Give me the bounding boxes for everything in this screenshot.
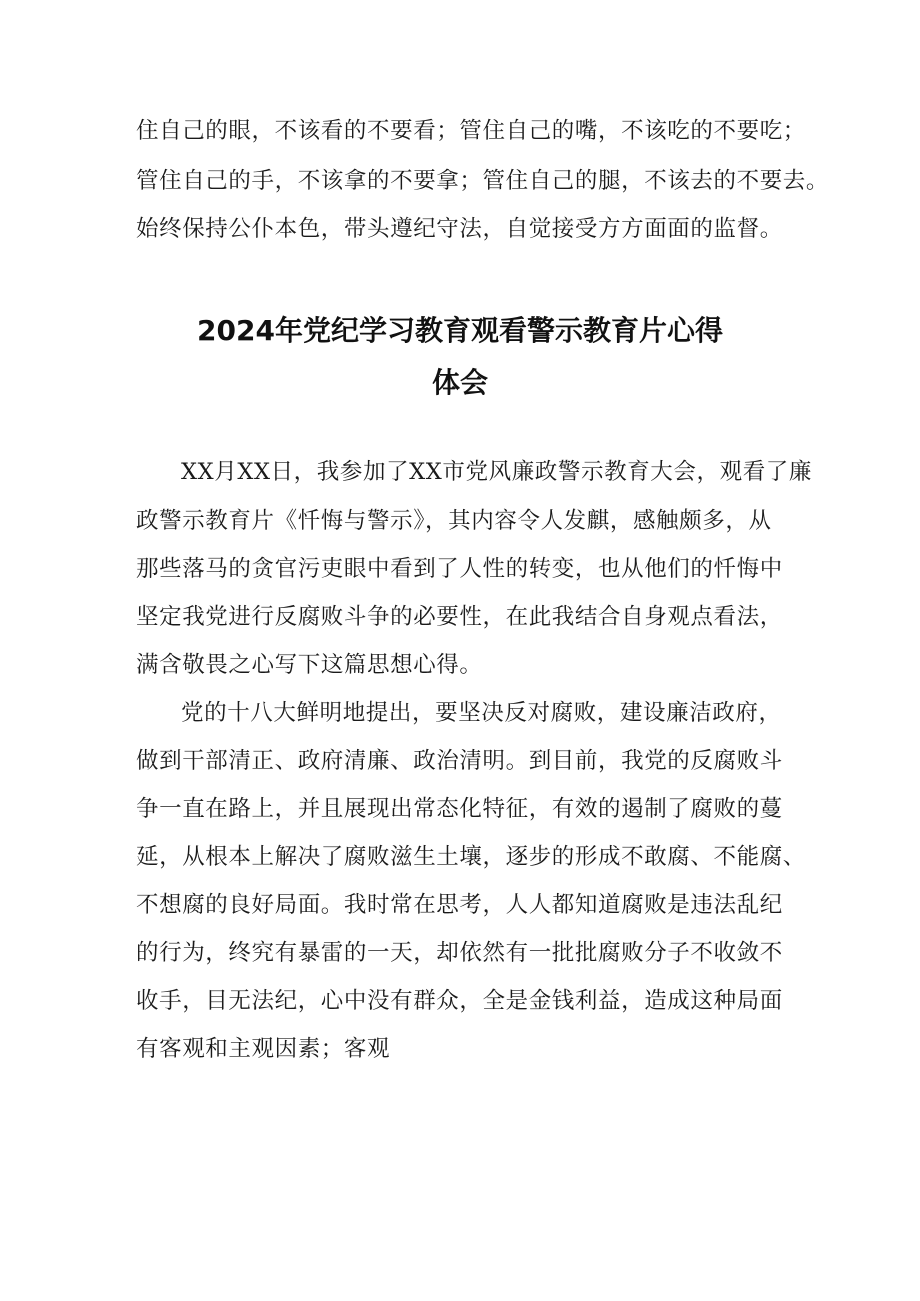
title-line: 2024年党纪学习教育观看警示教育片心得: [197, 314, 723, 347]
paragraph-line: 住自己的眼，不该看的不要看；管住自己的嘴，不该吃的不要吃；: [136, 118, 806, 144]
paragraph-line: 的行为，终究有暴雷的一天，却依然有一批批腐败分子不收敛不: [136, 940, 783, 966]
title-line: 体会: [431, 366, 488, 399]
paragraph-line: 那些落马的贪官污吏眼中看到了人性的转变，也从他们的忏悔中: [136, 556, 783, 582]
paragraph-line: 政警示教育片《忏悔与警示》，其内容令人发麒，感触颇多，从: [136, 508, 772, 534]
paragraph-line: 做到干部清正、政府清廉、政治清明。到目前，我党的反腐败斗: [136, 748, 783, 774]
paragraph-line: 管住自己的手，不该拿的不要拿；管住自己的腿，不该去的不要去。: [136, 168, 830, 194]
paragraph-line: 有客观和主观因素；客观: [136, 1036, 391, 1062]
paragraph-line: 延，从根本上解决了腐败滋生土壤，逐步的形成不敢腐、不能腐、: [136, 844, 806, 870]
paragraph-line: 满含敬畏之心写下这篇思想心得。: [136, 652, 483, 678]
paragraph-line: 不想腐的良好局面。我时常在思考，人人都知道腐败是违法乱纪: [136, 892, 783, 918]
paragraph-line: 收手，目无法纪，心中没有群众，全是金钱利益，造成这种局面: [136, 988, 783, 1014]
paragraph-line: 坚定我党进行反腐败斗争的必要性，在此我结合自身观点看法，: [136, 604, 783, 630]
paragraph-line: 党的十八大鲜明地提出，要坚决反对腐败，建设廉洁政府，: [181, 700, 782, 726]
paragraph-line: XX月XX日，我参加了XX市党风廉政警示教育大会，观看了廉: [181, 459, 813, 485]
paragraph-line: 始终保持公仆本色，带头遵纪守法，自觉接受方方面面的监督。: [136, 216, 783, 242]
paragraph-line: 争一直在路上，并且展现出常态化特征，有效的遏制了腐败的蔓: [136, 796, 783, 822]
